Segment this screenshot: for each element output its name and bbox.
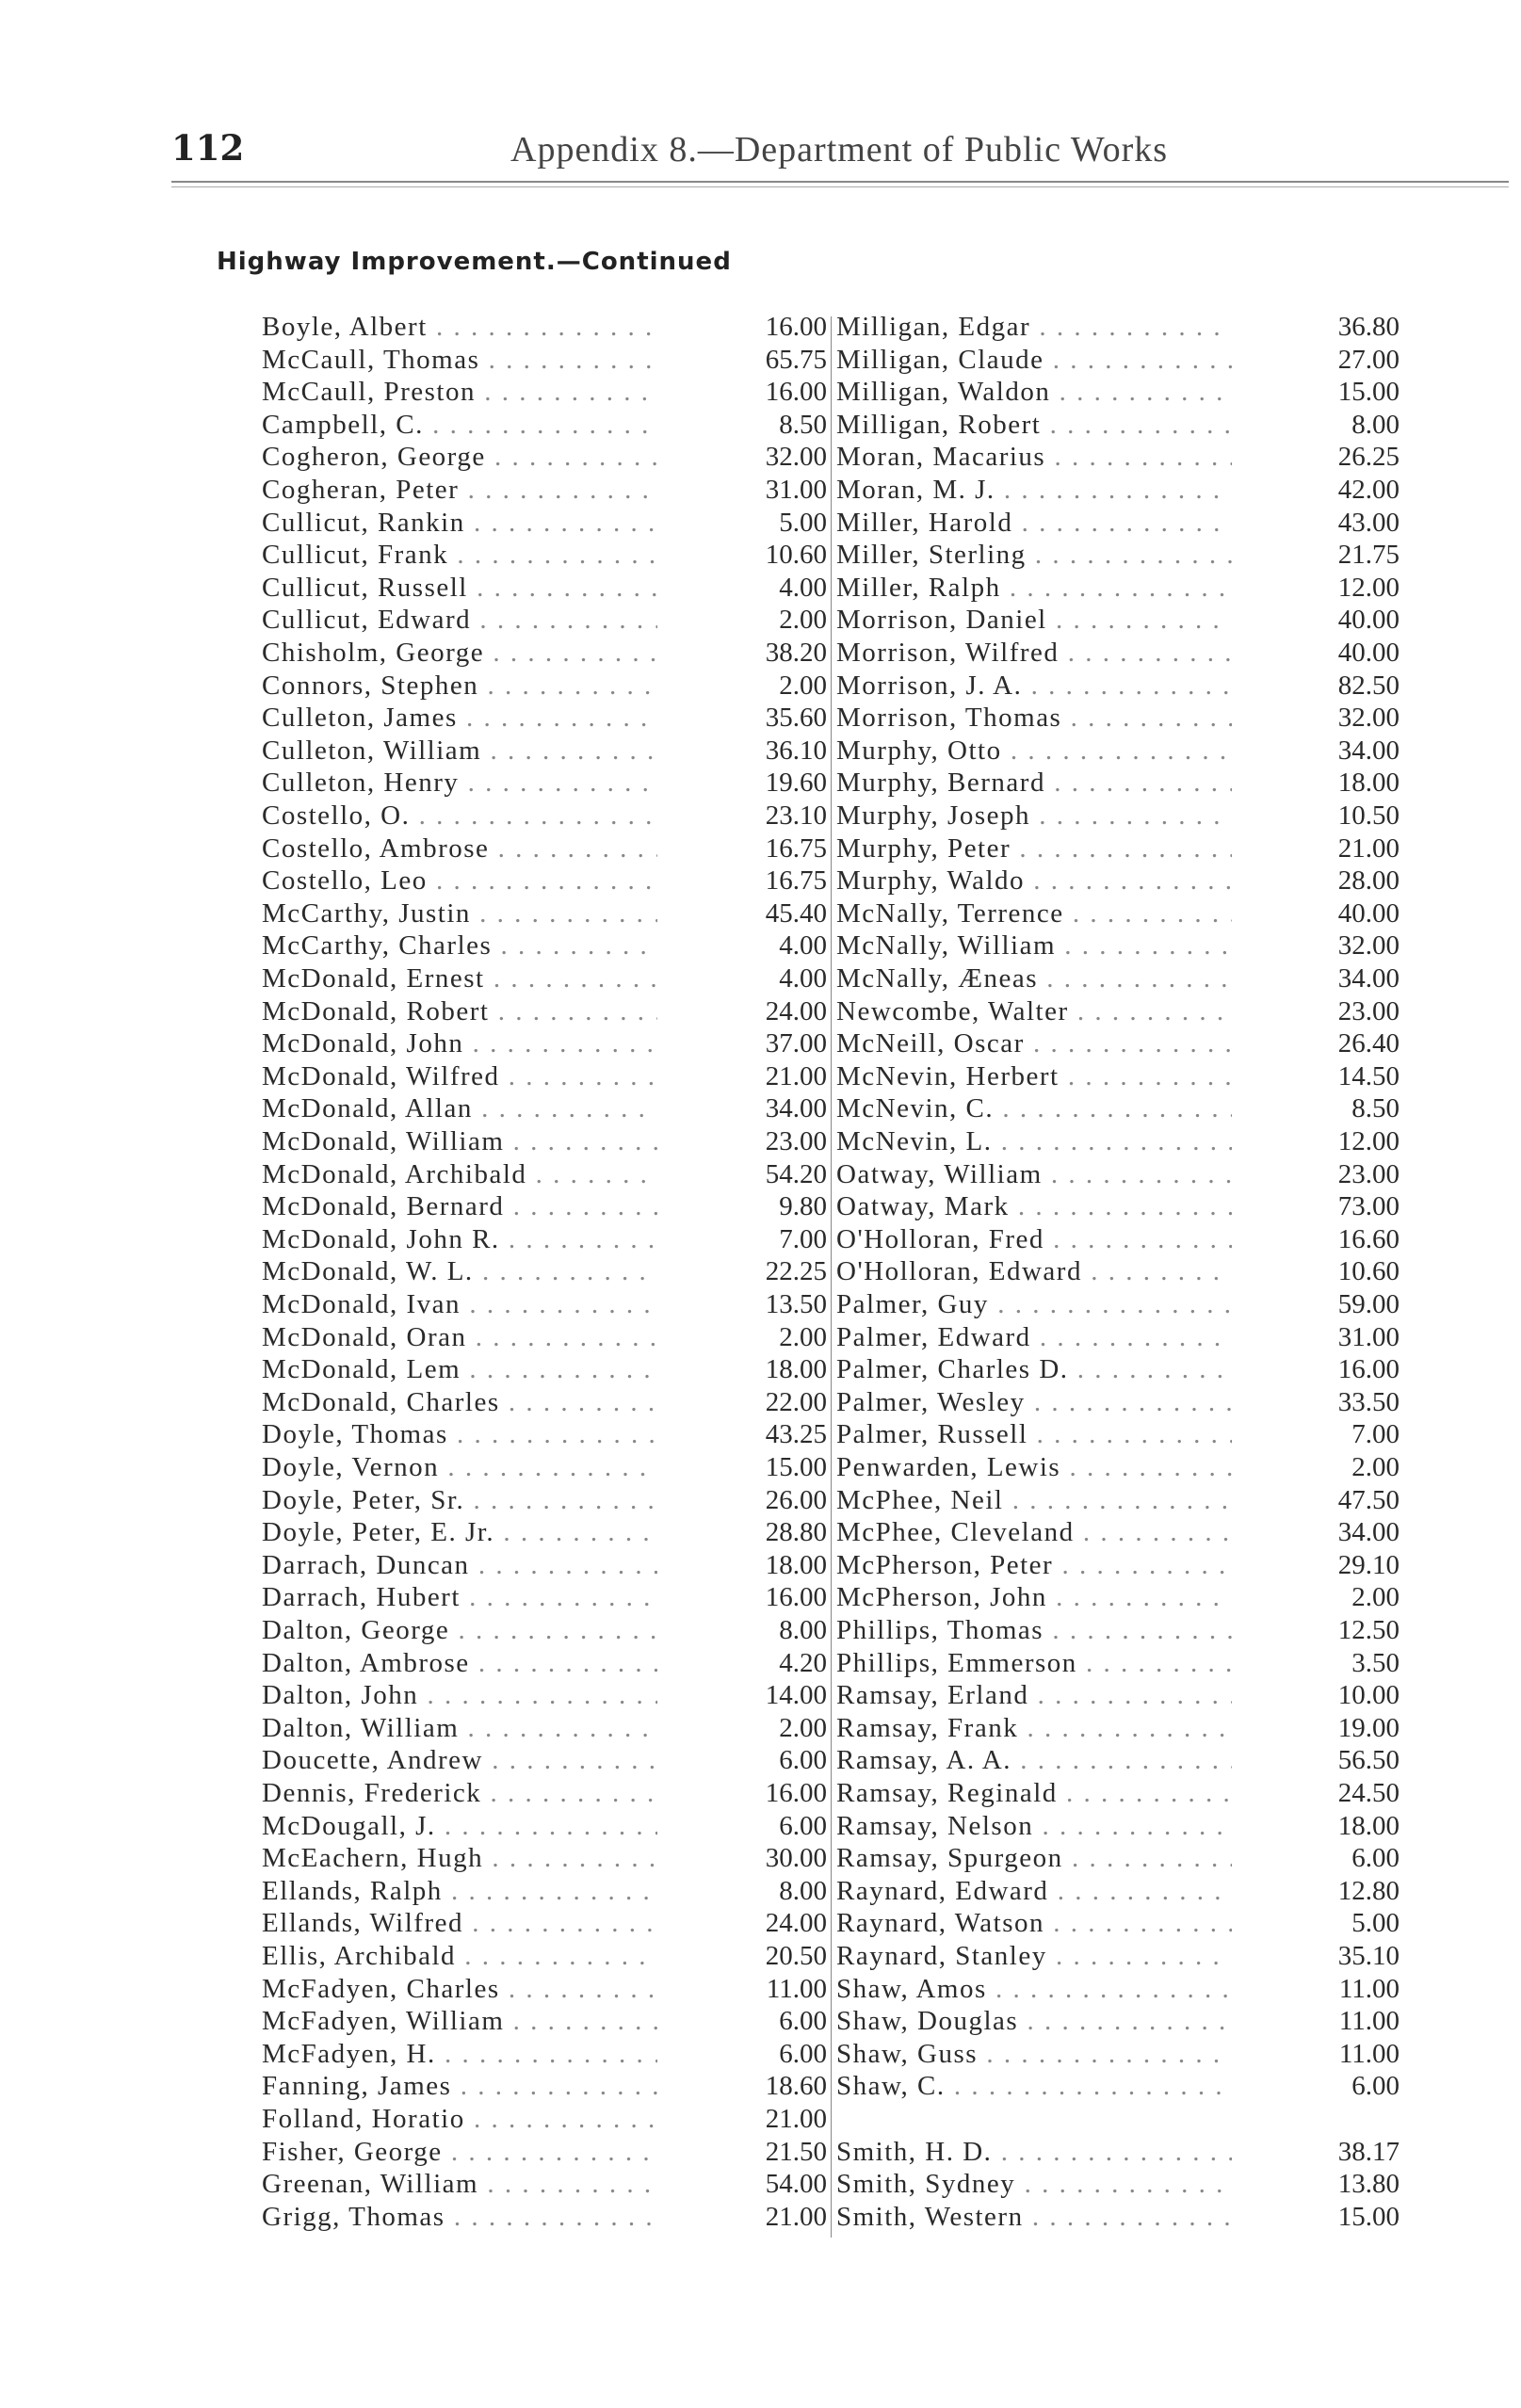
right-amount: 23.00 xyxy=(1337,1159,1400,1189)
left-amount: 18.00 xyxy=(765,1354,827,1384)
left-payee-name: McDonald, John R. . . . xyxy=(262,1223,657,1256)
left-payee-name: McFadyen, Charles . . . xyxy=(262,1973,657,2006)
right-amount: 21.00 xyxy=(1337,833,1400,864)
left-payee-name: McFadyen, H. . . . xyxy=(262,2038,657,2071)
right-payee-name: O'Holloran, Fred . . . xyxy=(836,1223,1232,1256)
right-payee-name: Miller, Ralph . . . xyxy=(836,572,1232,605)
left-amount: 15.00 xyxy=(765,1452,827,1482)
right-payee-name: Morrison, Thomas . . . xyxy=(836,702,1232,735)
left-amount: 18.60 xyxy=(765,2071,827,2101)
left-amount: 6.00 xyxy=(779,2039,827,2069)
right-amount: 8.00 xyxy=(1351,410,1400,440)
column-separator xyxy=(831,316,832,2238)
left-amount: 54.20 xyxy=(765,1159,827,1189)
left-payee-name: Culleton, Henry . . . xyxy=(262,767,657,800)
left-payee-name: McDonald, Oran . . . xyxy=(262,1321,657,1354)
right-amount: 40.00 xyxy=(1337,898,1400,929)
left-amount: 23.00 xyxy=(765,1126,827,1156)
right-amount: 5.00 xyxy=(1351,1908,1400,1938)
right-payee-name: Morrison, J. A. . . . xyxy=(836,670,1232,703)
right-payee-name: Phillips, Emmerson . . . xyxy=(836,1647,1232,1680)
left-payee-name: McDougall, J. . . . xyxy=(262,1810,657,1843)
right-payee-name: Palmer, Russell . . . xyxy=(836,1418,1232,1451)
right-amount: 24.50 xyxy=(1337,1778,1400,1808)
left-amount: 30.00 xyxy=(765,1843,827,1873)
left-payee-name: McDonald, Archibald . . . xyxy=(262,1158,657,1191)
right-amount: 11.00 xyxy=(1338,2039,1400,2069)
right-payee-name: Ramsay, Reginald . . . xyxy=(836,1777,1232,1810)
left-payee-name: McDonald, Allan . . . xyxy=(262,1092,657,1125)
right-payee-name: Ramsay, Erland . . . xyxy=(836,1679,1232,1712)
left-amount: 21.00 xyxy=(765,2202,827,2232)
left-payee-name: McCarthy, Justin . . . xyxy=(262,897,657,930)
right-payee-name: Phillips, Thomas . . . xyxy=(836,1614,1232,1647)
right-payee-name: O'Holloran, Edward . . . xyxy=(836,1255,1232,1288)
left-amount: 8.50 xyxy=(779,410,827,440)
left-amount: 24.00 xyxy=(765,996,827,1026)
right-payee-name: Palmer, Guy . . . xyxy=(836,1288,1232,1321)
left-amount: 8.00 xyxy=(779,1615,827,1645)
left-amount: 11.00 xyxy=(766,1974,827,2004)
right-payee-name: Shaw, Amos . . . xyxy=(836,1973,1232,2006)
left-amount: 6.00 xyxy=(779,2006,827,2036)
right-payee-name: Raynard, Stanley . . . xyxy=(836,1940,1232,1973)
left-payee-name: Greenan, William . . . xyxy=(262,2168,657,2201)
right-amount: 18.00 xyxy=(1337,1811,1400,1841)
right-payee-name: Palmer, Charles D. . . . xyxy=(836,1353,1232,1386)
right-amount: 23.00 xyxy=(1337,996,1400,1026)
left-payee-name: Costello, Ambrose . . . xyxy=(262,832,657,865)
right-payee-name: McNeill, Oscar . . . xyxy=(836,1027,1232,1060)
right-payee-name: Ramsay, A. A. . . . xyxy=(836,1744,1232,1777)
right-payee-name: Morrison, Daniel . . . xyxy=(836,604,1232,637)
right-payee-name: Moran, Macarius . . . xyxy=(836,441,1232,474)
header-rule xyxy=(171,181,1509,183)
right-payee-name: Oatway, Mark . . . xyxy=(836,1190,1232,1223)
right-amount: 42.00 xyxy=(1337,475,1400,505)
left-amount: 6.00 xyxy=(779,1745,827,1775)
left-amount: 16.00 xyxy=(765,312,827,342)
left-amount: 4.00 xyxy=(779,930,827,961)
right-payee-name: Newcombe, Walter . . . xyxy=(836,995,1232,1028)
right-amount: 73.00 xyxy=(1337,1191,1400,1221)
left-payee-name: Dalton, Ambrose . . . xyxy=(262,1647,657,1680)
right-amount: 47.50 xyxy=(1337,1485,1400,1515)
right-payee-name: Murphy, Otto . . . xyxy=(836,735,1232,768)
left-payee-name: Ellands, Wilfred . . . xyxy=(262,1907,657,1940)
left-payee-name: Boyle, Albert . . . xyxy=(262,311,657,344)
right-amount: 10.60 xyxy=(1337,1256,1400,1286)
right-payee-name: McPhee, Cleveland . . . xyxy=(836,1516,1232,1549)
right-amount: 16.60 xyxy=(1337,1224,1400,1254)
right-payee-name: Miller, Harold . . . xyxy=(836,507,1232,540)
left-amount: 54.00 xyxy=(765,2169,827,2199)
running-title: Appendix 8.—Department of Public Works xyxy=(510,130,1169,170)
right-amount: 15.00 xyxy=(1337,377,1400,407)
left-amount: 19.60 xyxy=(765,768,827,798)
left-payee-name: Fanning, James . . . xyxy=(262,2070,657,2103)
left-payee-name: Doyle, Peter, E. Jr. . . . xyxy=(262,1516,657,1549)
right-amount: 40.00 xyxy=(1337,605,1400,635)
left-payee-name: Campbell, C. . . . xyxy=(262,409,657,442)
right-payee-name: Ramsay, Spurgeon . . . xyxy=(836,1842,1232,1875)
right-amount: 43.00 xyxy=(1337,508,1400,538)
left-payee-name: Doyle, Peter, Sr. . . . xyxy=(262,1484,657,1517)
right-payee-name: Murphy, Joseph . . . xyxy=(836,800,1232,832)
right-amount: 10.50 xyxy=(1337,800,1400,831)
left-payee-name: McEachern, Hugh . . . xyxy=(262,1842,657,1875)
right-payee-name: Smith, Sydney . . . xyxy=(836,2168,1232,2201)
left-amount: 26.00 xyxy=(765,1485,827,1515)
right-payee-name: Shaw, Douglas . . . xyxy=(836,2005,1232,2038)
right-payee-name: Miller, Sterling . . . xyxy=(836,539,1232,572)
left-amount: 36.10 xyxy=(765,735,827,766)
right-amount: 33.50 xyxy=(1337,1387,1400,1417)
left-amount: 4.20 xyxy=(779,1648,827,1678)
left-payee-name: Costello, O. . . . xyxy=(262,800,657,832)
left-amount: 45.40 xyxy=(765,898,827,929)
left-payee-name: Dennis, Frederick . . . xyxy=(262,1777,657,1810)
right-amount: 26.25 xyxy=(1337,442,1400,472)
right-payee-name: Raynard, Edward . . . xyxy=(836,1875,1232,1908)
right-amount: 7.00 xyxy=(1351,1419,1400,1449)
left-payee-name: Cullicut, Edward . . . xyxy=(262,604,657,637)
left-amount: 4.00 xyxy=(779,963,827,994)
left-payee-name: Ellands, Ralph . . . xyxy=(262,1875,657,1908)
left-payee-name: McDonald, Bernard . . . xyxy=(262,1190,657,1223)
right-amount: 13.80 xyxy=(1337,2169,1400,2199)
right-payee-name: Milligan, Waldon . . . xyxy=(836,376,1232,409)
right-payee-name: Smith, Western . . . xyxy=(836,2201,1232,2234)
left-amount: 2.00 xyxy=(779,1713,827,1743)
right-amount: 32.00 xyxy=(1337,930,1400,961)
left-amount: 21.00 xyxy=(765,1061,827,1091)
left-amount: 9.80 xyxy=(779,1191,827,1221)
left-amount: 65.75 xyxy=(765,345,827,375)
left-payee-name: McDonald, Lem . . . xyxy=(262,1353,657,1386)
right-amount: 28.00 xyxy=(1337,865,1400,896)
left-amount: 37.00 xyxy=(765,1028,827,1059)
left-amount: 2.00 xyxy=(779,1322,827,1352)
right-amount: 59.00 xyxy=(1337,1289,1400,1319)
left-payee-name: Culleton, William . . . xyxy=(262,735,657,768)
left-payee-name: Darrach, Hubert . . . xyxy=(262,1581,657,1614)
left-amount: 10.60 xyxy=(765,540,827,570)
left-amount: 14.00 xyxy=(765,1680,827,1710)
right-amount: 34.00 xyxy=(1337,735,1400,766)
right-payee-name: Raynard, Watson . . . xyxy=(836,1907,1232,1940)
left-payee-name: McDonald, Wilfred . . . xyxy=(262,1060,657,1093)
right-amount: 15.00 xyxy=(1337,2202,1400,2232)
left-payee-name: Chisholm, George . . . xyxy=(262,637,657,670)
right-payee-name: Shaw, Guss . . . xyxy=(836,2038,1232,2071)
right-payee-name: McPherson, John . . . xyxy=(836,1581,1232,1614)
left-payee-name: Darrach, Duncan . . . xyxy=(262,1549,657,1582)
left-amount: 32.00 xyxy=(765,442,827,472)
left-payee-name: Doyle, Vernon . . . xyxy=(262,1451,657,1484)
left-amount: 5.00 xyxy=(779,508,827,538)
right-payee-name: Milligan, Robert . . . xyxy=(836,409,1232,442)
right-amount: 38.17 xyxy=(1337,2137,1400,2167)
left-payee-name: Cogheran, Peter . . . xyxy=(262,474,657,507)
left-amount: 28.80 xyxy=(765,1517,827,1547)
right-payee-name: Morrison, Wilfred . . . xyxy=(836,637,1232,670)
right-payee-name: Murphy, Waldo . . . xyxy=(836,865,1232,897)
left-payee-name: Doyle, Thomas . . . xyxy=(262,1418,657,1451)
right-amount: 11.00 xyxy=(1338,2006,1400,2036)
left-payee-name: Fisher, George . . . xyxy=(262,2136,657,2169)
left-amount: 2.00 xyxy=(779,605,827,635)
right-payee-name: Ramsay, Frank . . . xyxy=(836,1712,1232,1745)
right-amount: 31.00 xyxy=(1337,1322,1400,1352)
right-amount: 6.00 xyxy=(1351,2071,1400,2101)
right-payee-name: Smith, H. D. . . . xyxy=(836,2136,1232,2169)
left-amount: 22.25 xyxy=(765,1256,827,1286)
left-amount: 18.00 xyxy=(765,1550,827,1580)
left-payee-name: Dalton, George . . . xyxy=(262,1614,657,1647)
right-amount: 40.00 xyxy=(1337,638,1400,668)
left-amount: 21.00 xyxy=(765,2104,827,2134)
right-amount: 12.00 xyxy=(1337,573,1400,603)
left-payee-name: Cullicut, Frank . . . xyxy=(262,539,657,572)
right-payee-name: Moran, M. J. . . . xyxy=(836,474,1232,507)
left-payee-name: Doucette, Andrew . . . xyxy=(262,1744,657,1777)
left-amount: 35.60 xyxy=(765,703,827,733)
right-amount: 34.00 xyxy=(1337,963,1400,994)
left-payee-name: Cullicut, Rankin . . . xyxy=(262,507,657,540)
left-payee-name: Dalton, John . . . xyxy=(262,1679,657,1712)
section-heading: Highway Improvement.—Continued xyxy=(217,248,732,276)
left-amount: 16.00 xyxy=(765,1778,827,1808)
left-payee-name: McDonald, W. L. . . . xyxy=(262,1255,657,1288)
right-amount: 82.50 xyxy=(1337,671,1400,701)
left-payee-name: McDonald, Ivan . . . xyxy=(262,1288,657,1321)
right-payee-name: McNevin, C. . . . xyxy=(836,1092,1232,1125)
left-payee-name: McDonald, Charles . . . xyxy=(262,1386,657,1419)
right-payee-name: Palmer, Edward . . . xyxy=(836,1321,1232,1354)
right-payee-name: Palmer, Wesley . . . xyxy=(836,1386,1232,1419)
right-amount: 10.00 xyxy=(1337,1680,1400,1710)
left-payee-name: Cullicut, Russell . . . xyxy=(262,572,657,605)
right-amount: 29.10 xyxy=(1337,1550,1400,1580)
left-payee-name: Grigg, Thomas . . . xyxy=(262,2201,657,2234)
page-number: 112 xyxy=(171,127,245,169)
right-payee-name: McNally, Terrence . . . xyxy=(836,897,1232,930)
right-amount: 56.50 xyxy=(1337,1745,1400,1775)
right-payee-name: Murphy, Peter . . . xyxy=(836,832,1232,865)
right-amount: 8.50 xyxy=(1351,1093,1400,1123)
left-amount: 16.75 xyxy=(765,833,827,864)
right-amount: 14.50 xyxy=(1337,1061,1400,1091)
right-amount: 2.00 xyxy=(1351,1582,1400,1612)
left-amount: 24.00 xyxy=(765,1908,827,1938)
right-amount: 11.00 xyxy=(1338,1974,1400,2004)
header-rule-secondary xyxy=(171,186,1509,187)
right-amount: 19.00 xyxy=(1337,1713,1400,1743)
right-payee-name: Ramsay, Nelson . . . xyxy=(836,1810,1232,1843)
right-amount: 34.00 xyxy=(1337,1517,1400,1547)
left-payee-name: McDonald, William . . . xyxy=(262,1125,657,1158)
right-payee-name: Shaw, C. . . . xyxy=(836,2070,1232,2103)
right-payee-name: McNally, Æneas . . . xyxy=(836,962,1232,995)
left-payee-name: Cogheron, George . . . xyxy=(262,441,657,474)
right-amount: 36.80 xyxy=(1337,312,1400,342)
left-payee-name: Culleton, James . . . xyxy=(262,702,657,735)
left-payee-name: Folland, Horatio . . . xyxy=(262,2103,657,2136)
right-amount: 6.00 xyxy=(1351,1843,1400,1873)
left-amount: 6.00 xyxy=(779,1811,827,1841)
right-amount: 12.00 xyxy=(1337,1126,1400,1156)
right-amount: 27.00 xyxy=(1337,345,1400,375)
right-amount: 18.00 xyxy=(1337,768,1400,798)
left-amount: 13.50 xyxy=(765,1289,827,1319)
left-amount: 34.00 xyxy=(765,1093,827,1123)
left-amount: 16.00 xyxy=(765,1582,827,1612)
left-amount: 8.00 xyxy=(779,1876,827,1906)
right-amount: 2.00 xyxy=(1351,1452,1400,1482)
right-payee-name: Milligan, Claude . . . xyxy=(836,344,1232,377)
right-amount: 32.00 xyxy=(1337,703,1400,733)
left-amount: 4.00 xyxy=(779,573,827,603)
left-amount: 16.75 xyxy=(765,865,827,896)
left-payee-name: McFadyen, William . . . xyxy=(262,2005,657,2038)
left-payee-name: Connors, Stephen . . . xyxy=(262,670,657,703)
left-amount: 23.10 xyxy=(765,800,827,831)
right-amount: 3.50 xyxy=(1351,1648,1400,1678)
left-payee-name: McCaull, Thomas . . . xyxy=(262,344,657,377)
left-payee-name: Ellis, Archibald . . . xyxy=(262,1940,657,1973)
right-amount: 12.50 xyxy=(1337,1615,1400,1645)
right-payee-name: Penwarden, Lewis . . . xyxy=(836,1451,1232,1484)
left-amount: 16.00 xyxy=(765,377,827,407)
right-amount: 12.80 xyxy=(1337,1876,1400,1906)
left-payee-name: Dalton, William . . . xyxy=(262,1712,657,1745)
left-payee-name: McDonald, Ernest . . . xyxy=(262,962,657,995)
left-amount: 20.50 xyxy=(765,1941,827,1971)
left-amount: 21.50 xyxy=(765,2137,827,2167)
right-payee-name: Milligan, Edgar . . . xyxy=(836,311,1232,344)
left-amount: 43.25 xyxy=(765,1419,827,1449)
right-payee-name: McPhee, Neil . . . xyxy=(836,1484,1232,1517)
left-amount: 2.00 xyxy=(779,671,827,701)
right-amount: 21.75 xyxy=(1337,540,1400,570)
right-payee-name: McNally, William . . . xyxy=(836,929,1232,962)
left-amount: 7.00 xyxy=(779,1224,827,1254)
left-payee-name: Costello, Leo . . . xyxy=(262,865,657,897)
left-amount: 31.00 xyxy=(765,475,827,505)
right-amount: 26.40 xyxy=(1337,1028,1400,1059)
left-payee-name: McCarthy, Charles . . . xyxy=(262,929,657,962)
right-payee-name: Oatway, William . . . xyxy=(836,1158,1232,1191)
right-payee-name: Murphy, Bernard . . . xyxy=(836,767,1232,800)
left-amount: 22.00 xyxy=(765,1387,827,1417)
right-amount: 35.10 xyxy=(1337,1941,1400,1971)
right-payee-name: McNevin, L. . . . xyxy=(836,1125,1232,1158)
left-payee-name: McDonald, Robert . . . xyxy=(262,995,657,1028)
right-payee-name: McPherson, Peter . . . xyxy=(836,1549,1232,1582)
right-payee-name: McNevin, Herbert . . . xyxy=(836,1060,1232,1093)
right-amount: 16.00 xyxy=(1337,1354,1400,1384)
left-amount: 38.20 xyxy=(765,638,827,668)
left-payee-name: McDonald, John . . . xyxy=(262,1027,657,1060)
left-payee-name: McCaull, Preston . . . xyxy=(262,376,657,409)
